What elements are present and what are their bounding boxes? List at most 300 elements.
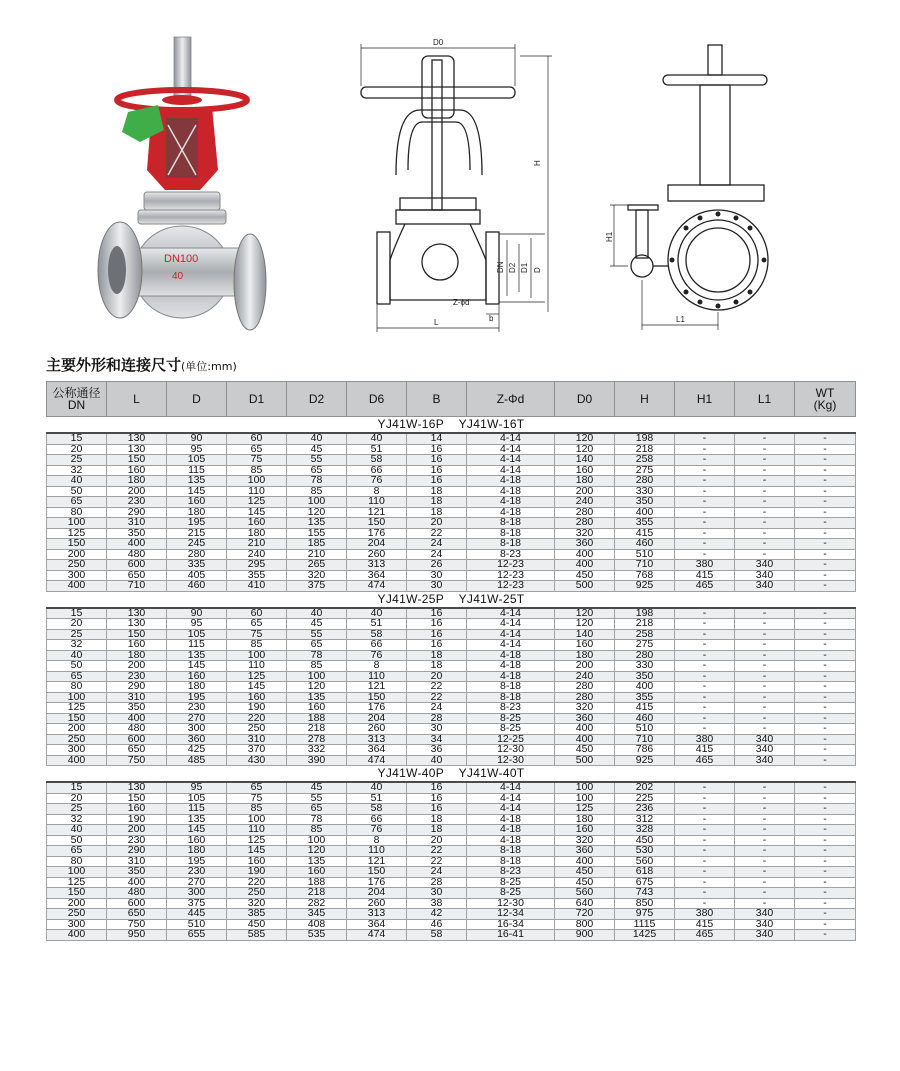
cell-l1: 340 — [735, 734, 795, 745]
cell-l1: - — [735, 486, 795, 497]
cell-dn: 25 — [47, 629, 107, 640]
cell-d6: 121 — [347, 682, 407, 693]
cell-h1: - — [675, 898, 735, 909]
cell-wt: - — [795, 846, 856, 857]
cell-b: 16 — [407, 465, 467, 476]
cell-h: 330 — [615, 486, 675, 497]
cell-d: 375 — [167, 898, 227, 909]
cell-h1: - — [675, 888, 735, 899]
cell-d6: 204 — [347, 713, 407, 724]
cell-h: 275 — [615, 640, 675, 651]
body-marking-pressure: 40 — [172, 271, 184, 282]
cell-l: 750 — [107, 919, 167, 930]
cell-dn: 400 — [47, 755, 107, 766]
cell-d0: 125 — [555, 804, 615, 815]
table-row — [47, 835, 856, 846]
cell-d: 195 — [167, 518, 227, 529]
label-d2: D2 — [508, 262, 517, 273]
cell-h1: - — [675, 703, 735, 714]
cell-d1: 190 — [227, 867, 287, 878]
cell-h1: - — [675, 846, 735, 857]
cell-d6: 313 — [347, 734, 407, 745]
cell-b: 18 — [407, 650, 467, 661]
cell-l1: 340 — [735, 919, 795, 930]
header-h1: H1 — [675, 382, 735, 417]
cell-h1: 380 — [675, 560, 735, 571]
cell-l1: - — [735, 497, 795, 508]
cell-h: 786 — [615, 745, 675, 756]
cell-d2: 120 — [287, 846, 347, 857]
cell-d2: 218 — [287, 724, 347, 735]
model-group-title: YJ41W-40P YJ41W-40T — [47, 766, 856, 783]
cell-wt: - — [795, 877, 856, 888]
cell-h: 1115 — [615, 919, 675, 930]
cell-d0: 320 — [555, 835, 615, 846]
cell-d: 145 — [167, 661, 227, 672]
cell-z-d: 12-23 — [467, 581, 555, 592]
cell-d2: 185 — [287, 539, 347, 550]
cell-dn: 250 — [47, 909, 107, 920]
cell-d0: 360 — [555, 539, 615, 550]
cell-d0: 360 — [555, 846, 615, 857]
cell-d6: 260 — [347, 898, 407, 909]
label-dn: DN — [496, 261, 505, 273]
cell-z-d: 4-18 — [467, 507, 555, 518]
table-row — [47, 713, 856, 724]
cell-d0: 400 — [555, 560, 615, 571]
cell-d2: 188 — [287, 877, 347, 888]
header-z-d: Z-Φd — [467, 382, 555, 417]
cell-wt: - — [795, 804, 856, 815]
cell-d6: 8 — [347, 661, 407, 672]
cell-wt: - — [795, 825, 856, 836]
table-row — [47, 455, 856, 466]
cell-dn: 40 — [47, 825, 107, 836]
cell-b: 18 — [407, 814, 467, 825]
label-l1: L1 — [676, 315, 685, 324]
cell-d: 115 — [167, 804, 227, 815]
cell-dn: 100 — [47, 867, 107, 878]
cell-d: 300 — [167, 888, 227, 899]
cell-h1: - — [675, 455, 735, 466]
cell-z-d: 8-18 — [467, 682, 555, 693]
cell-dn: 300 — [47, 745, 107, 756]
cell-z-d: 4-14 — [467, 804, 555, 815]
cell-dn: 50 — [47, 835, 107, 846]
cell-h: 618 — [615, 867, 675, 878]
cell-z-d: 12-30 — [467, 755, 555, 766]
dimension-table — [46, 381, 856, 941]
cell-dn: 150 — [47, 539, 107, 550]
cell-d2: 375 — [287, 581, 347, 592]
model-group-header — [47, 417, 856, 434]
table-row — [47, 909, 856, 920]
cell-l1: - — [735, 703, 795, 714]
cell-h1: - — [675, 793, 735, 804]
cell-wt: - — [795, 455, 856, 466]
cell-l1: - — [735, 835, 795, 846]
cell-b: 18 — [407, 661, 467, 672]
cell-h1: - — [675, 444, 735, 455]
cell-d2: 78 — [287, 476, 347, 487]
cell-z-d: 4-18 — [467, 497, 555, 508]
cell-z-d: 8-23 — [467, 703, 555, 714]
cell-dn: 50 — [47, 661, 107, 672]
cell-dn: 80 — [47, 682, 107, 693]
cell-b: 46 — [407, 919, 467, 930]
cell-d0: 400 — [555, 549, 615, 560]
cell-h1: - — [675, 486, 735, 497]
cell-d: 90 — [167, 608, 227, 619]
cell-d2: 100 — [287, 835, 347, 846]
cell-l: 310 — [107, 692, 167, 703]
cell-h: 328 — [615, 825, 675, 836]
cell-d2: 65 — [287, 640, 347, 651]
cell-dn: 250 — [47, 734, 107, 745]
cell-d1: 145 — [227, 507, 287, 518]
table-row — [47, 703, 856, 714]
cell-d: 360 — [167, 734, 227, 745]
cell-l: 350 — [107, 528, 167, 539]
cell-d0: 180 — [555, 814, 615, 825]
cell-d6: 313 — [347, 909, 407, 920]
cell-h1: - — [675, 465, 735, 476]
cell-h: 975 — [615, 909, 675, 920]
label-l: L — [434, 318, 439, 327]
cell-z-d: 4-14 — [467, 629, 555, 640]
cell-d: 115 — [167, 640, 227, 651]
cell-d6: 110 — [347, 671, 407, 682]
cell-d1: 100 — [227, 814, 287, 825]
cell-d1: 410 — [227, 581, 287, 592]
cell-z-d: 4-18 — [467, 650, 555, 661]
table-row — [47, 476, 856, 487]
table-row — [47, 629, 856, 640]
cell-b: 36 — [407, 745, 467, 756]
cell-z-d: 4-14 — [467, 619, 555, 630]
table-row — [47, 528, 856, 539]
cell-d1: 145 — [227, 682, 287, 693]
cell-h1: 415 — [675, 745, 735, 756]
cell-l1: 340 — [735, 755, 795, 766]
cell-d0: 120 — [555, 433, 615, 444]
cell-z-d: 8-25 — [467, 877, 555, 888]
header-d6: D6 — [347, 382, 407, 417]
cell-b: 22 — [407, 856, 467, 867]
cell-d2: 45 — [287, 444, 347, 455]
cell-b: 16 — [407, 640, 467, 651]
cell-wt: - — [795, 745, 856, 756]
cell-l: 160 — [107, 640, 167, 651]
header-b: B — [407, 382, 467, 417]
cell-l1: - — [735, 444, 795, 455]
cell-d1: 110 — [227, 661, 287, 672]
cell-d6: 260 — [347, 724, 407, 735]
cell-b: 28 — [407, 713, 467, 724]
cell-b: 28 — [407, 877, 467, 888]
table-row — [47, 497, 856, 508]
cell-h1: 465 — [675, 755, 735, 766]
cell-d6: 176 — [347, 703, 407, 714]
table-row — [47, 930, 856, 941]
cell-dn: 32 — [47, 814, 107, 825]
cell-wt: - — [795, 497, 856, 508]
cell-wt: - — [795, 518, 856, 529]
cell-dn: 65 — [47, 846, 107, 857]
cell-l: 400 — [107, 713, 167, 724]
cell-l1: - — [735, 518, 795, 529]
cell-d: 425 — [167, 745, 227, 756]
cell-wt: - — [795, 608, 856, 619]
cell-d1: 125 — [227, 671, 287, 682]
cell-wt: - — [795, 930, 856, 941]
cell-dn: 20 — [47, 444, 107, 455]
cell-h: 743 — [615, 888, 675, 899]
cell-d1: 85 — [227, 465, 287, 476]
cell-d2: 85 — [287, 661, 347, 672]
cell-d: 95 — [167, 619, 227, 630]
cell-h1: - — [675, 650, 735, 661]
cell-d0: 720 — [555, 909, 615, 920]
cell-l1: - — [735, 539, 795, 550]
cell-d: 135 — [167, 650, 227, 661]
cell-dn: 15 — [47, 608, 107, 619]
table-row — [47, 825, 856, 836]
cell-z-d: 12-25 — [467, 734, 555, 745]
cell-d6: 8 — [347, 835, 407, 846]
cell-wt: - — [795, 867, 856, 878]
cell-h: 280 — [615, 650, 675, 661]
cell-d0: 160 — [555, 465, 615, 476]
model-group-header — [47, 591, 856, 608]
cell-d1: 110 — [227, 486, 287, 497]
cell-d6: 66 — [347, 465, 407, 476]
label-b: b — [489, 314, 494, 323]
cell-d0: 180 — [555, 650, 615, 661]
cell-l1: - — [735, 782, 795, 793]
cell-d0: 450 — [555, 877, 615, 888]
cell-l: 310 — [107, 856, 167, 867]
cell-d1: 240 — [227, 549, 287, 560]
cell-l1: - — [735, 671, 795, 682]
table-row — [47, 745, 856, 756]
cell-h1: - — [675, 528, 735, 539]
cell-h1: - — [675, 814, 735, 825]
cell-d1: 100 — [227, 650, 287, 661]
valve-photo — [0, 0, 300, 345]
table-row — [47, 692, 856, 703]
table-row — [47, 804, 856, 815]
cell-wt: - — [795, 755, 856, 766]
cell-d: 300 — [167, 724, 227, 735]
table-row — [47, 846, 856, 857]
cell-d6: 474 — [347, 755, 407, 766]
cell-d1: 75 — [227, 793, 287, 804]
cell-dn: 20 — [47, 619, 107, 630]
cell-h1: - — [675, 877, 735, 888]
cell-d2: 135 — [287, 692, 347, 703]
cell-d1: 210 — [227, 539, 287, 550]
cell-dn: 80 — [47, 856, 107, 867]
cell-h: 330 — [615, 661, 675, 672]
cell-l: 230 — [107, 835, 167, 846]
cell-d0: 500 — [555, 755, 615, 766]
cell-wt: - — [795, 528, 856, 539]
cell-wt: - — [795, 507, 856, 518]
cell-l1: 340 — [735, 745, 795, 756]
cell-b: 14 — [407, 433, 467, 444]
cell-z-d: 16-41 — [467, 930, 555, 941]
cell-b: 16 — [407, 782, 467, 793]
cell-d0: 240 — [555, 671, 615, 682]
cell-d2: 282 — [287, 898, 347, 909]
cell-h: 925 — [615, 755, 675, 766]
cell-d: 145 — [167, 825, 227, 836]
cell-h1: - — [675, 629, 735, 640]
table-row — [47, 755, 856, 766]
cell-d2: 65 — [287, 465, 347, 476]
cell-l1: 340 — [735, 909, 795, 920]
cell-d1: 370 — [227, 745, 287, 756]
cell-d1: 585 — [227, 930, 287, 941]
cell-d2: 278 — [287, 734, 347, 745]
table-row — [47, 793, 856, 804]
cell-l1: - — [735, 433, 795, 444]
body-marking-size: DN100 — [164, 253, 199, 265]
cell-l1: - — [735, 608, 795, 619]
cell-d2: 160 — [287, 703, 347, 714]
cell-d2: 55 — [287, 793, 347, 804]
cell-z-d: 4-14 — [467, 444, 555, 455]
cell-h: 510 — [615, 549, 675, 560]
cell-d6: 150 — [347, 692, 407, 703]
cell-d1: 85 — [227, 640, 287, 651]
cell-d6: 110 — [347, 497, 407, 508]
cell-d0: 400 — [555, 734, 615, 745]
table-row — [47, 433, 856, 444]
cell-l: 350 — [107, 867, 167, 878]
cell-l1: 340 — [735, 930, 795, 941]
cell-h: 355 — [615, 692, 675, 703]
cell-d1: 295 — [227, 560, 287, 571]
cell-l1: - — [735, 825, 795, 836]
cell-l: 650 — [107, 745, 167, 756]
table-row — [47, 856, 856, 867]
cell-h1: - — [675, 661, 735, 672]
cell-d0: 200 — [555, 661, 615, 672]
cell-z-d: 8-18 — [467, 846, 555, 857]
cell-wt: - — [795, 909, 856, 920]
cell-h1: - — [675, 782, 735, 793]
cell-l1: - — [735, 650, 795, 661]
cell-b: 26 — [407, 560, 467, 571]
table-row — [47, 661, 856, 672]
cell-z-d: 4-14 — [467, 465, 555, 476]
cell-h: 275 — [615, 465, 675, 476]
cell-l1: 340 — [735, 560, 795, 571]
cell-d2: 78 — [287, 650, 347, 661]
cell-d6: 76 — [347, 650, 407, 661]
cell-h1: 380 — [675, 734, 735, 745]
cell-d0: 500 — [555, 581, 615, 592]
cell-wt: - — [795, 619, 856, 630]
cell-d0: 450 — [555, 745, 615, 756]
cell-d6: 51 — [347, 793, 407, 804]
cell-h: 198 — [615, 608, 675, 619]
cell-l: 160 — [107, 465, 167, 476]
label-d: D — [533, 267, 542, 273]
cell-h: 258 — [615, 629, 675, 640]
cell-d0: 280 — [555, 692, 615, 703]
cell-wt: - — [795, 650, 856, 661]
cell-l1: - — [735, 528, 795, 539]
cell-z-d: 4-14 — [467, 433, 555, 444]
cell-h1: - — [675, 433, 735, 444]
cell-d1: 190 — [227, 703, 287, 714]
cell-wt: - — [795, 692, 856, 703]
cell-wt: - — [795, 782, 856, 793]
cell-d: 230 — [167, 703, 227, 714]
cell-d0: 320 — [555, 703, 615, 714]
cell-d: 115 — [167, 465, 227, 476]
cell-l: 950 — [107, 930, 167, 941]
cell-z-d: 16-34 — [467, 919, 555, 930]
cell-d1: 60 — [227, 433, 287, 444]
cell-dn: 50 — [47, 486, 107, 497]
table-row — [47, 560, 856, 571]
table-row — [47, 724, 856, 735]
cell-d2: 135 — [287, 518, 347, 529]
cell-l1: - — [735, 507, 795, 518]
cell-b: 24 — [407, 703, 467, 714]
cell-d: 145 — [167, 486, 227, 497]
cell-d6: 58 — [347, 804, 407, 815]
cell-z-d: 4-14 — [467, 793, 555, 804]
cell-d6: 364 — [347, 570, 407, 581]
cell-d2: 100 — [287, 671, 347, 682]
cell-d1: 65 — [227, 619, 287, 630]
cell-d6: 474 — [347, 930, 407, 941]
cell-l1: - — [735, 640, 795, 651]
cell-dn: 400 — [47, 581, 107, 592]
cell-h1: - — [675, 507, 735, 518]
cell-d: 195 — [167, 692, 227, 703]
cell-l: 400 — [107, 877, 167, 888]
cell-d: 510 — [167, 919, 227, 930]
cell-h1: 380 — [675, 909, 735, 920]
cell-d0: 100 — [555, 793, 615, 804]
cell-dn: 32 — [47, 465, 107, 476]
cell-wt: - — [795, 734, 856, 745]
cell-l: 290 — [107, 682, 167, 693]
cell-d2: 45 — [287, 782, 347, 793]
cell-b: 34 — [407, 734, 467, 745]
cell-d6: 40 — [347, 782, 407, 793]
cell-d2: 55 — [287, 629, 347, 640]
cell-wt: - — [795, 919, 856, 930]
cell-z-d: 12-23 — [467, 560, 555, 571]
cell-dn: 25 — [47, 804, 107, 815]
cell-d6: 121 — [347, 856, 407, 867]
cell-d0: 140 — [555, 629, 615, 640]
cell-l: 290 — [107, 846, 167, 857]
cell-h: 415 — [615, 703, 675, 714]
cell-d1: 450 — [227, 919, 287, 930]
cell-z-d: 4-18 — [467, 671, 555, 682]
cell-d6: 474 — [347, 581, 407, 592]
cell-d6: 176 — [347, 528, 407, 539]
cell-d0: 120 — [555, 619, 615, 630]
